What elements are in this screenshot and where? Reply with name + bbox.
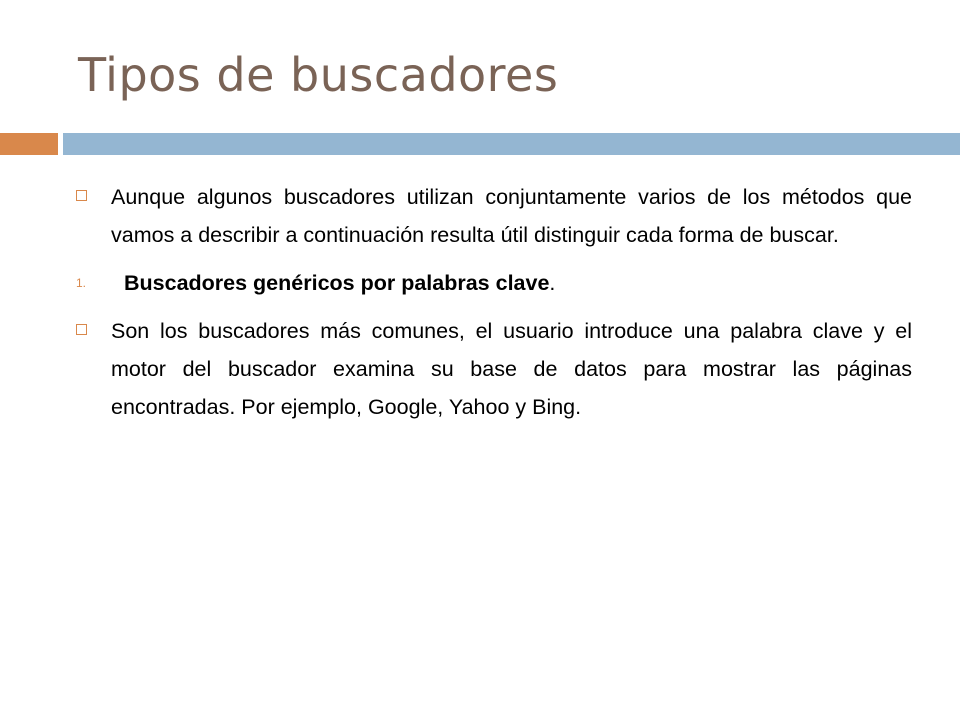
square-bullet-icon [76, 324, 87, 335]
title-accent-bar [0, 133, 58, 155]
bullet-text: Aunque algunos buscadores utilizan conjuntamente varios de los métodos que vamos a describir a continuación resulta útil distinguir cada forma de buscar. [111, 185, 912, 247]
list-number: 1. [76, 276, 87, 290]
title-divider-bar [63, 133, 960, 155]
bullet-item [76, 312, 912, 426]
square-bullet-icon [76, 190, 87, 201]
slide-title: Tipos de buscadores [78, 48, 559, 102]
numbered-item [76, 264, 912, 302]
bullet-item [76, 178, 912, 254]
numbered-item-suffix: . [549, 271, 556, 295]
bullet-text: Son los buscadores más comunes, el usuario introduce una palabra clave y el motor del buscador examina su base de datos para mostrar las páginas encontradas. Por ejemplo, Google, Yahoo y Bing. [111, 319, 912, 419]
numbered-item-heading: Buscadores genéricos por palabras clave [124, 271, 550, 295]
slide-content [76, 178, 912, 436]
